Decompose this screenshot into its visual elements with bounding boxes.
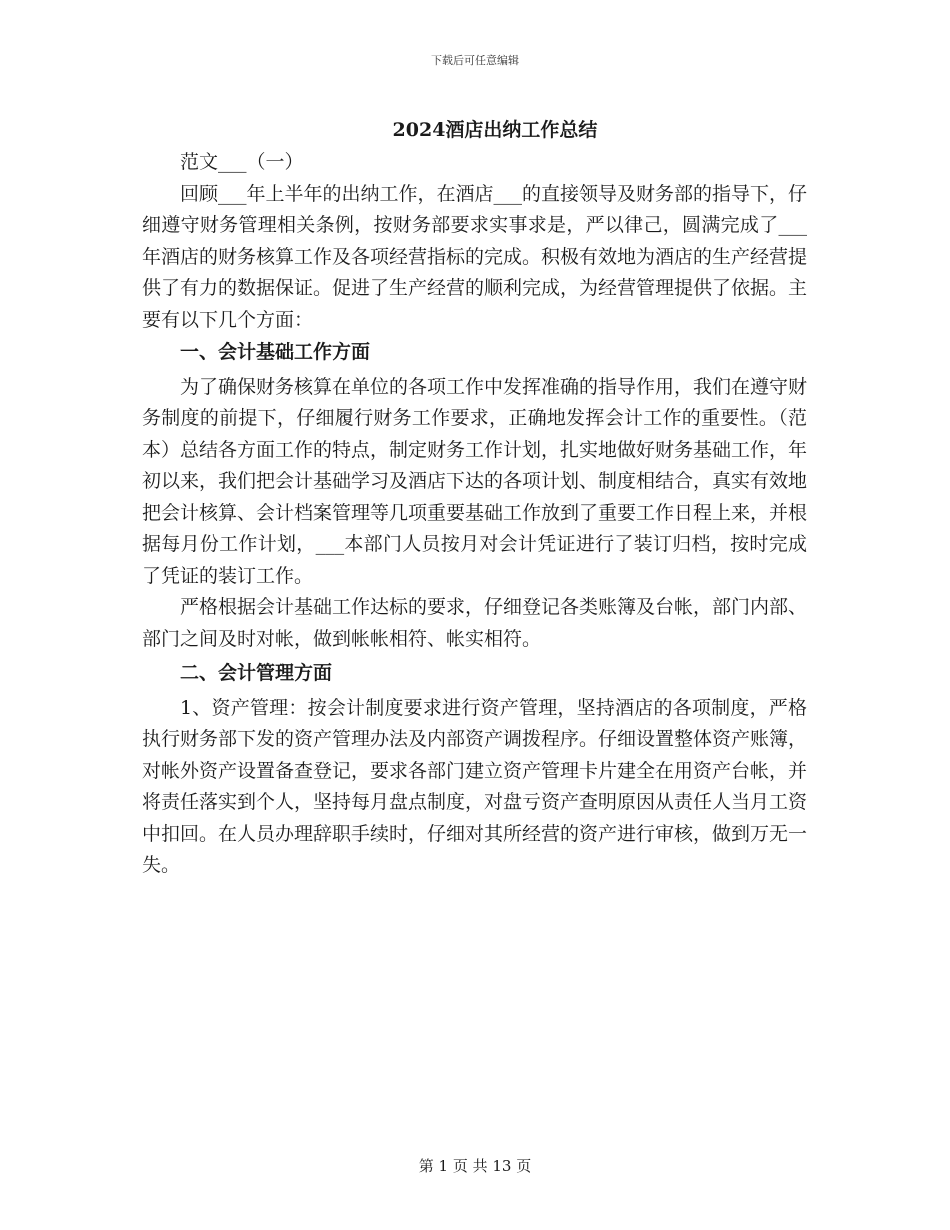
document-title: 2024酒店出纳工作总结 xyxy=(392,119,598,141)
document-body xyxy=(142,147,807,882)
section-heading-2: 二、会计管理方面 xyxy=(180,662,333,684)
section-heading-1: 一、会计基础工作方面 xyxy=(180,341,371,363)
section-1-paragraph-2: 严格根据会计基础工作达标的要求，仔细登记各类账簿及台帐，部门内部、部门之间及时对帐，做到帐帐相符、帐实相符。 xyxy=(142,596,808,650)
sample-label: 范文___（一） xyxy=(180,151,304,173)
download-note: 下载后可任意编辑 xyxy=(431,54,519,67)
section-2-paragraph-1: 1、资产管理：按会计制度要求进行资产管理，坚持酒店的各项制度，严格执行财务部下发的资产管理办法及内部资产调拨程序。仔细设置整体资产账簿，对帐外资产设置备查登记，要求各部门建立资产管理卡片建全在用资产台帐，并将责任落实到个人，坚持每月盘点制度，对盘亏资产查明原因从责任人当月工资中扣回。在人员办理辞职手续时，仔细对其所经营的资产进行审核，做到万无一失。 xyxy=(142,696,808,876)
section-1-paragraph-1: 为了确保财务核算在单位的各项工作中发挥准确的指导作用，我们在遵守财务制度的前提下，仔细履行财务工作要求，正确地发挥会计工作的重要性。（范本）总结各方面工作的特点，制定财务工作计划，扎实地做好财务基础工作，年初以来，我们把会计基础学习及酒店下达的各项计划、制度相结合，真实有效地把会计核算、会计档案管理等几项重要基础工作放到了重要工作日程上来，并根据每月份工作计划，___本部门人员按月对会计凭证进行了装订归档，按时完成了凭证的装订工作。 xyxy=(142,375,808,587)
page-number: 第 1 页 共 13 页 xyxy=(418,1157,532,1175)
intro-paragraph: 回顾___年上半年的出纳工作，在酒店___的直接领导及财务部的指导下，仔细遵守财务管理相关条例，按财务部要求实事求是，严以律己，圆满完成了___年酒店的财务核算工作及各项经营指标的完成。积极有效地为酒店的生产经营提供了有力的数据保证。促进了生产经营的顺利完成，为经营管理提供了依据。主要有以下几个方面： xyxy=(142,182,808,331)
